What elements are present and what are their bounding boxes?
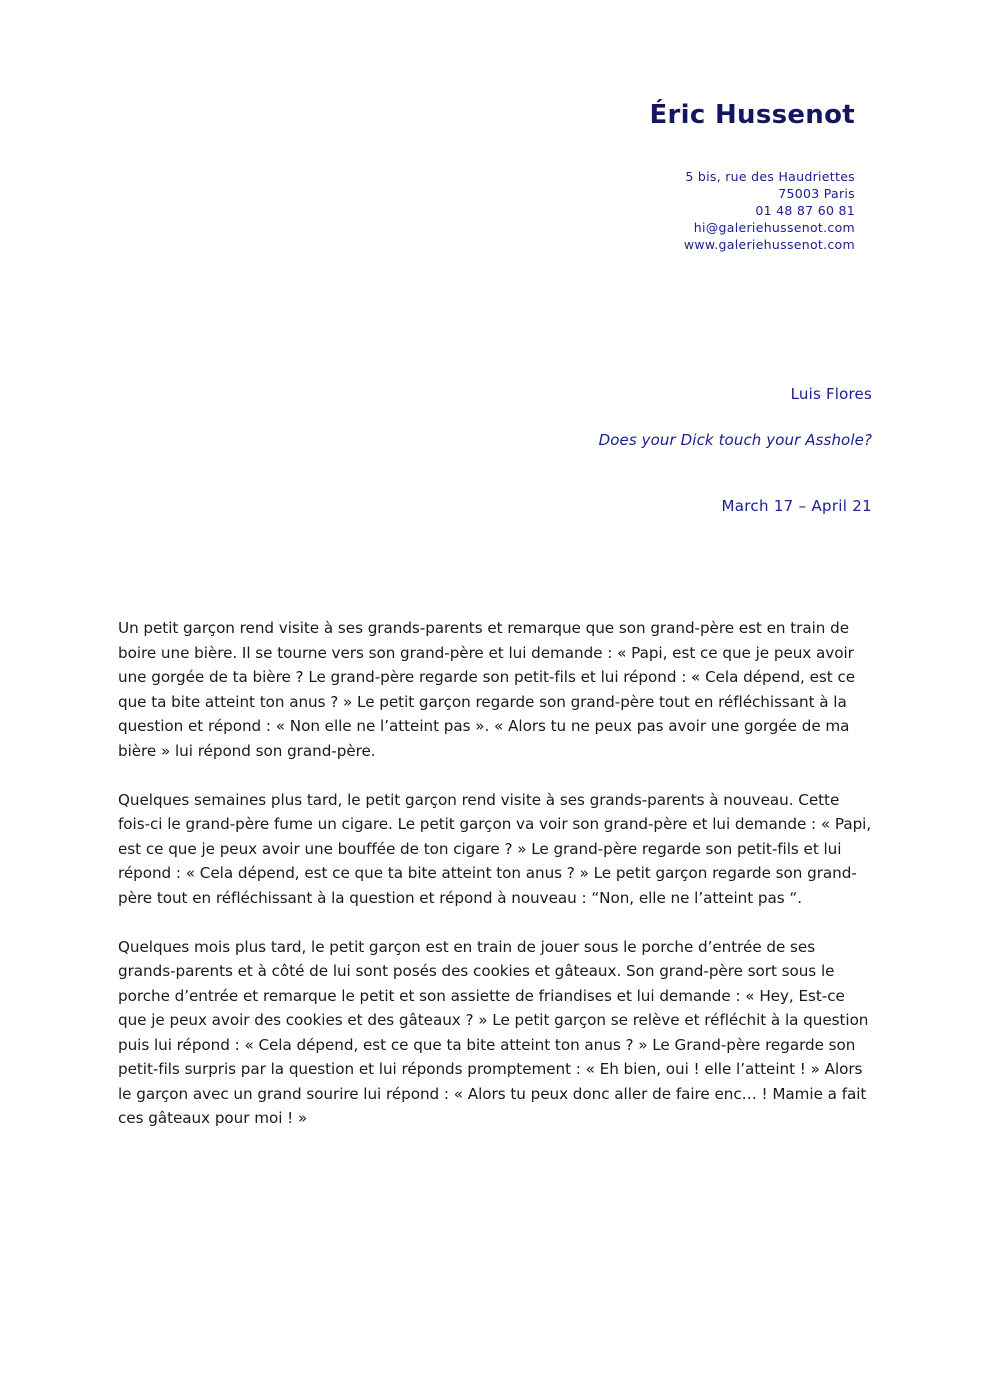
postal-city-line: 75003 Paris — [778, 186, 855, 201]
address-line: 5 bis, rue des Haudriettes — [685, 169, 855, 184]
email-address: hi@galeriehussenot.com — [693, 220, 855, 235]
paragraph: Un petit garçon rend visite à ses grands-parents et remarque que son grand-père est en train de boire une bière. Il se tourne vers son grand-père et lui demande : « Papi, est ce que je peux avoir une gorgée de ta bière ? Le grand-père regarde son petit-fils et lui répond : « Cela dépend, est ce que ta bite atteint ton anus ? » Le petit garçon regarde son grand-père tout en réfléchissant à la question et répond : « Non elle ne l’atteint pas ». « Alors tu ne peux pas avoir une gorgée de ma bière » lui répond son grand-père. — [118, 619, 856, 760]
paragraph: Quelques semaines plus tard, le petit garçon rend visite à ses grands-parents à nouveau. Cette fois-ci le grand-père fume un cigare. Le petit garçon va voir son grand-père et lui demande : « Papi, est ce que je peux avoir une bouffée de ton cigare ? » Le grand-père regarde son petit-fils et lui répond : « Cela dépend, est ce que ta bite atteint ton anus ? » Le petit garçon regarde son grand-père tout en réfléchissant à la question et répond à nouveau : “Non, elle ne l’atteint pas “. — [118, 790, 872, 907]
website-url: www.galeriehussenot.com — [683, 237, 855, 252]
exhibition-dates: March 17 – April 21 — [721, 497, 872, 515]
paragraph: Quelques mois plus tard, le petit garçon est en train de jouer sous le porche d’entrée de ses grands-parents et à côté de lui sont posés des cookies et gâteaux. Son grand-père sort sous le porche d’entrée et remarque le petit et son assiette de friandises et lui demande : « Hey, Est-ce que je peux avoir des cookies et des gâteaux ? » Le petit garçon se relève et réfléchit à la question puis lui répond : « Cela dépend, est ce que ta bite atteint ton anus ? » Le Grand-père regarde son petit-fils surpris par la question et lui réponds promptement : « Eh bien, oui ! elle l’atteint ! » Alors le garçon avec un grand sourire lui répond : « Alors tu peux donc aller de faire enc… ! Mamie a fait ces gâteaux pour moi ! » — [118, 937, 869, 1127]
exhibition-title: Does your Dick touch your Asshole? — [598, 431, 872, 449]
phone-number: 01 48 87 60 81 — [755, 203, 855, 218]
press-text — [118, 616, 873, 1155]
artist-name: Luis Flores — [790, 385, 872, 403]
gallery-name: Éric Hussenot — [649, 100, 855, 130]
contact-block — [684, 168, 855, 253]
